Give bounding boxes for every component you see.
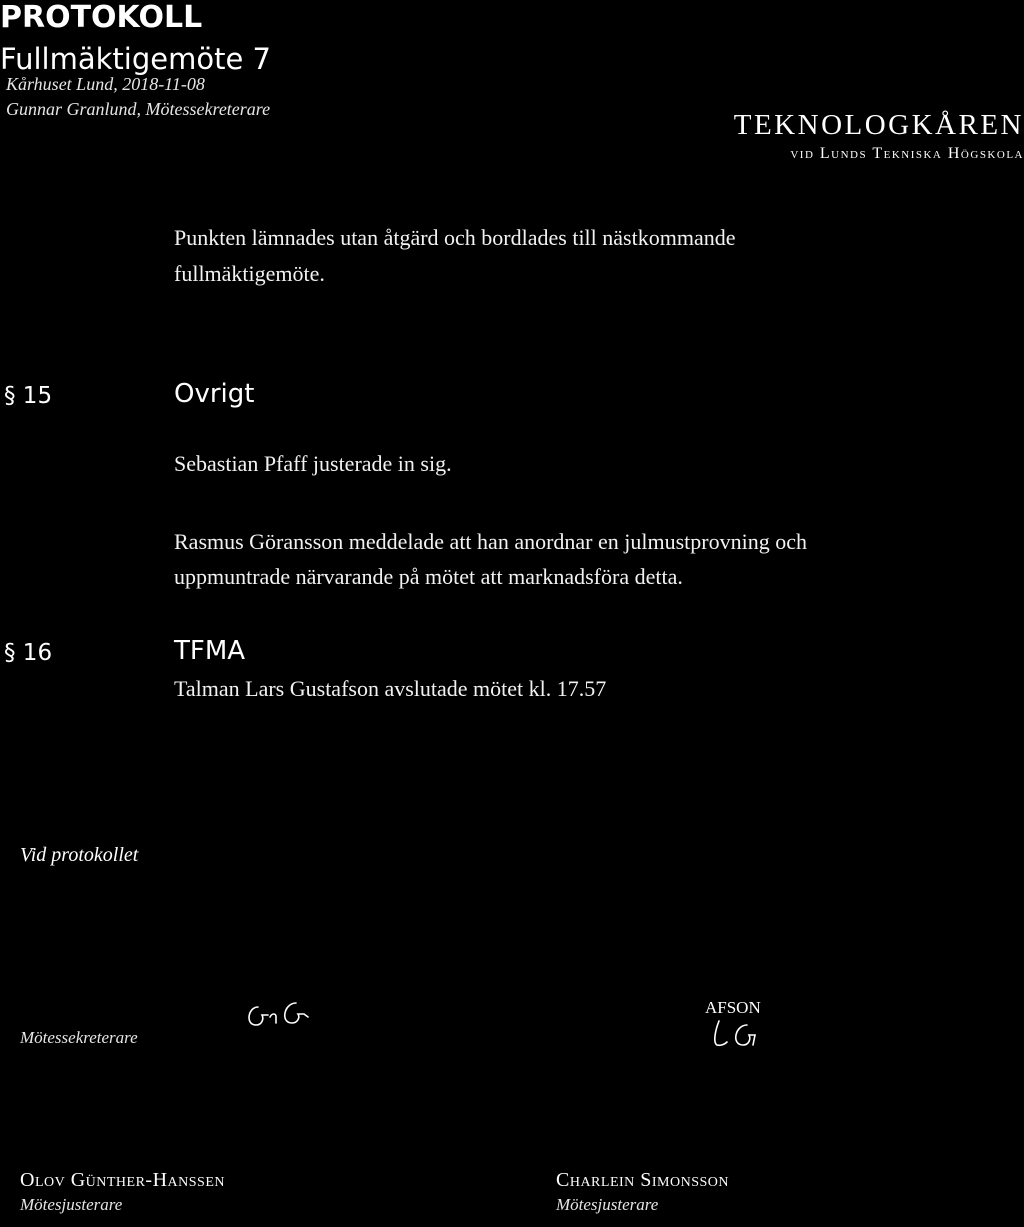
section-number: § 16 <box>4 640 53 666</box>
secretary-signature <box>240 995 330 1035</box>
section-paragraph: Sebastian Pfaff justerade in sig. <box>174 451 452 476</box>
section-title: TFMA <box>174 636 246 666</box>
meeting-title: Fullmäktigemöte 7 <box>0 42 271 76</box>
organization-name: TEKNOLOGKÅREN <box>733 109 1024 141</box>
meeting-secretary: Gunnar Granlund, Mötessekreterare <box>6 99 271 119</box>
name-fragment: AFSON <box>705 998 761 1017</box>
section-paragraph: Rasmus Göransson meddelade att han anordnar en julmustprovning och <box>174 529 807 554</box>
intro-line-1: Punkten lämnades utan åtgärd och bordlades till nästkommande <box>174 225 736 250</box>
speaker-initials-signature <box>705 1015 765 1055</box>
intro-line-2: fullmäktigemöte. <box>174 261 325 286</box>
section-number: § 15 <box>4 383 53 409</box>
adjuster-2-name: Charlein Simonsson <box>556 1169 730 1191</box>
adjuster-1-role: Mötesjusterare <box>20 1195 123 1214</box>
section-paragraph: uppmuntrade närvarande på mötet att marknadsföra detta. <box>174 564 683 589</box>
section-title: Ovrigt <box>174 379 255 409</box>
secretary-role: Mötessekreterare <box>20 1028 138 1047</box>
adjuster-2-role: Mötesjusterare <box>556 1195 659 1214</box>
organization-subtitle: vid Lunds Tekniska Högskola <box>790 145 1024 162</box>
document-type: PROTOKOLL <box>0 0 203 35</box>
meeting-place-date: Kårhuset Lund, 2018-11-08 <box>6 74 205 94</box>
signature-heading: Vid protokollet <box>20 844 139 866</box>
adjuster-1-name: Olov Günther-Hanssen <box>20 1169 225 1191</box>
section-paragraph: Talman Lars Gustafson avslutade mötet kl. 17.57 <box>174 676 607 701</box>
